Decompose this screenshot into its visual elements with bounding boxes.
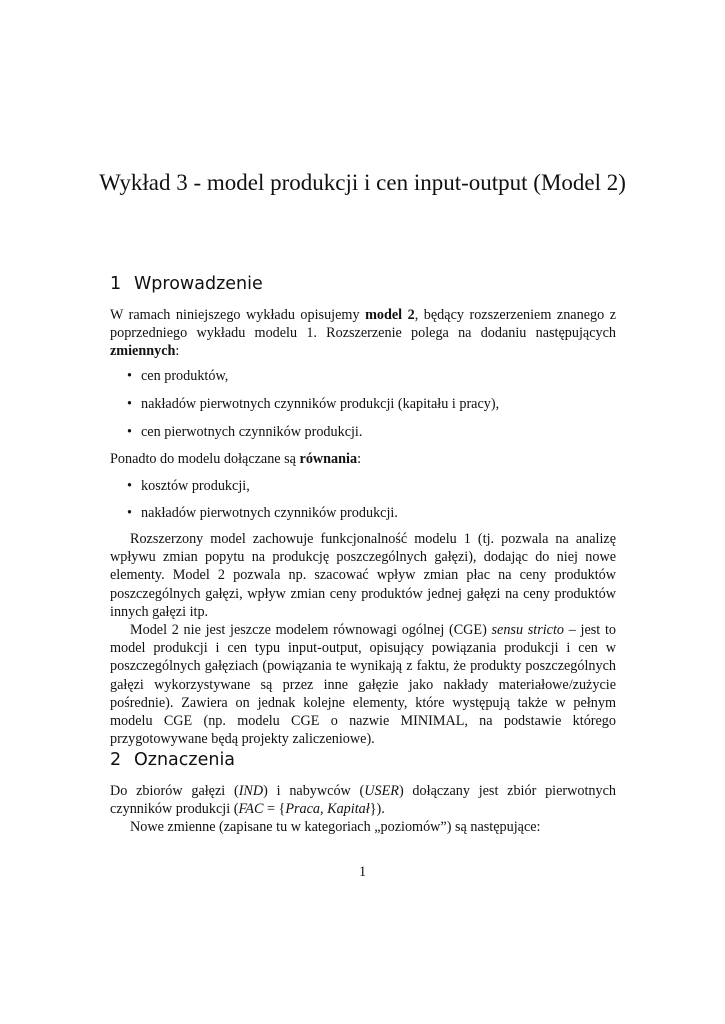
text-run: Do zbiorów gałęzi ( bbox=[110, 783, 239, 799]
math-symbol: USER bbox=[364, 783, 399, 799]
section-heading-introduction bbox=[110, 274, 263, 294]
math-symbol: Praca bbox=[285, 801, 321, 818]
text-run: ) dołączany jest zbiór pierwotnych czynników produkcji ( bbox=[110, 783, 616, 818]
text-run: W ramach niniejszego wykładu opisujemy bbox=[110, 307, 366, 323]
bold-term: model 2 bbox=[365, 307, 415, 323]
bold-term: zmiennych bbox=[110, 343, 176, 360]
bold-term: równania bbox=[299, 451, 358, 467]
text-run: – jest to model produkcji i cen typu input-output, opisujący powiązania produkcji i cen w poszczególnych gałęziach (powiązania te wynikają z faktu, że produkty poszczególnych gałęzi wykorzystywane są przez inne gałęzie jako nakłady materiałowe/zużycie pośrednie). Zawiera on jednak kolejne elementy, które występują także w pełnym modelu CGE (np. modelu CGE o nazwie MINIMAL, na podstawie którego przygotowywane będą projekty zaliczeniowe). bbox=[110, 622, 616, 748]
section-heading-notation bbox=[110, 750, 235, 770]
section-number: 1 bbox=[110, 274, 122, 294]
text-run: = { bbox=[263, 801, 286, 818]
section-title: Oznaczenia bbox=[134, 750, 236, 770]
math-symbol: FAC bbox=[238, 801, 264, 818]
page-number: 1 bbox=[358, 864, 367, 880]
text-run: : bbox=[357, 451, 362, 467]
list-item: • nakładów pierwotnych czynników produkcji. bbox=[110, 504, 616, 531]
section-title: Wprowadzenie bbox=[134, 274, 263, 294]
italic-term: sensu stricto bbox=[491, 622, 565, 639]
text-run: , bbox=[320, 801, 328, 818]
section-number: 2 bbox=[110, 750, 122, 770]
text-run: , będący rozszerzeniem znanego z poprzedniego wykładu modelu 1. Rozszerzenie polega na dodaniu następujących bbox=[110, 307, 616, 342]
equations-intro bbox=[110, 450, 616, 468]
paper-title: Wykład 3 - model produkcji i cen input-output (Model 2) bbox=[99, 170, 626, 195]
text-run: ) i nabywców ( bbox=[263, 783, 365, 799]
list-item: • kosztów produkcji, bbox=[110, 477, 616, 504]
paragraph bbox=[110, 782, 616, 818]
text-run: Model 2 nie jest jeszcze modelem równowagi ogólnej (CGE) bbox=[130, 622, 492, 639]
notation-paragraphs bbox=[110, 782, 616, 837]
math-symbol: Kapitał bbox=[327, 801, 370, 818]
variables-list bbox=[110, 367, 616, 451]
paragraph: Nowe zmienne (zapisane tu w kategoriach „poziomów”) są następujące: bbox=[130, 819, 541, 836]
list-item: • cen produktów, bbox=[110, 367, 616, 395]
text-run: }). bbox=[369, 801, 385, 818]
math-symbol: IND bbox=[238, 783, 264, 799]
text-run: : bbox=[175, 343, 180, 360]
text-run: Ponadto do modelu dołączane są bbox=[110, 451, 300, 467]
paragraph: Rozszerzony model zachowuje funkcjonalność modelu 1 (tj. pozwala na analizę wpływu zmian popytu na produkcję poszczególnych gałęzi), dodając do niej nowe elementy. Model 2 pozwala np. szacować wpływ zmian płac na ceny produktów poszczególnych gałęzi, wpływ zmian ceny produktów jednej gałęzi na ceny produktów innych gałęzi itp. bbox=[110, 531, 616, 620]
intro-paragraph bbox=[110, 306, 616, 361]
paragraph bbox=[110, 621, 616, 748]
equations-list bbox=[110, 477, 616, 531]
list-item: • cen pierwotnych czynników produkcji. bbox=[110, 423, 616, 451]
list-item: • nakładów pierwotnych czynników produkcji (kapitału i pracy), bbox=[110, 395, 616, 423]
body-paragraphs bbox=[110, 530, 616, 748]
